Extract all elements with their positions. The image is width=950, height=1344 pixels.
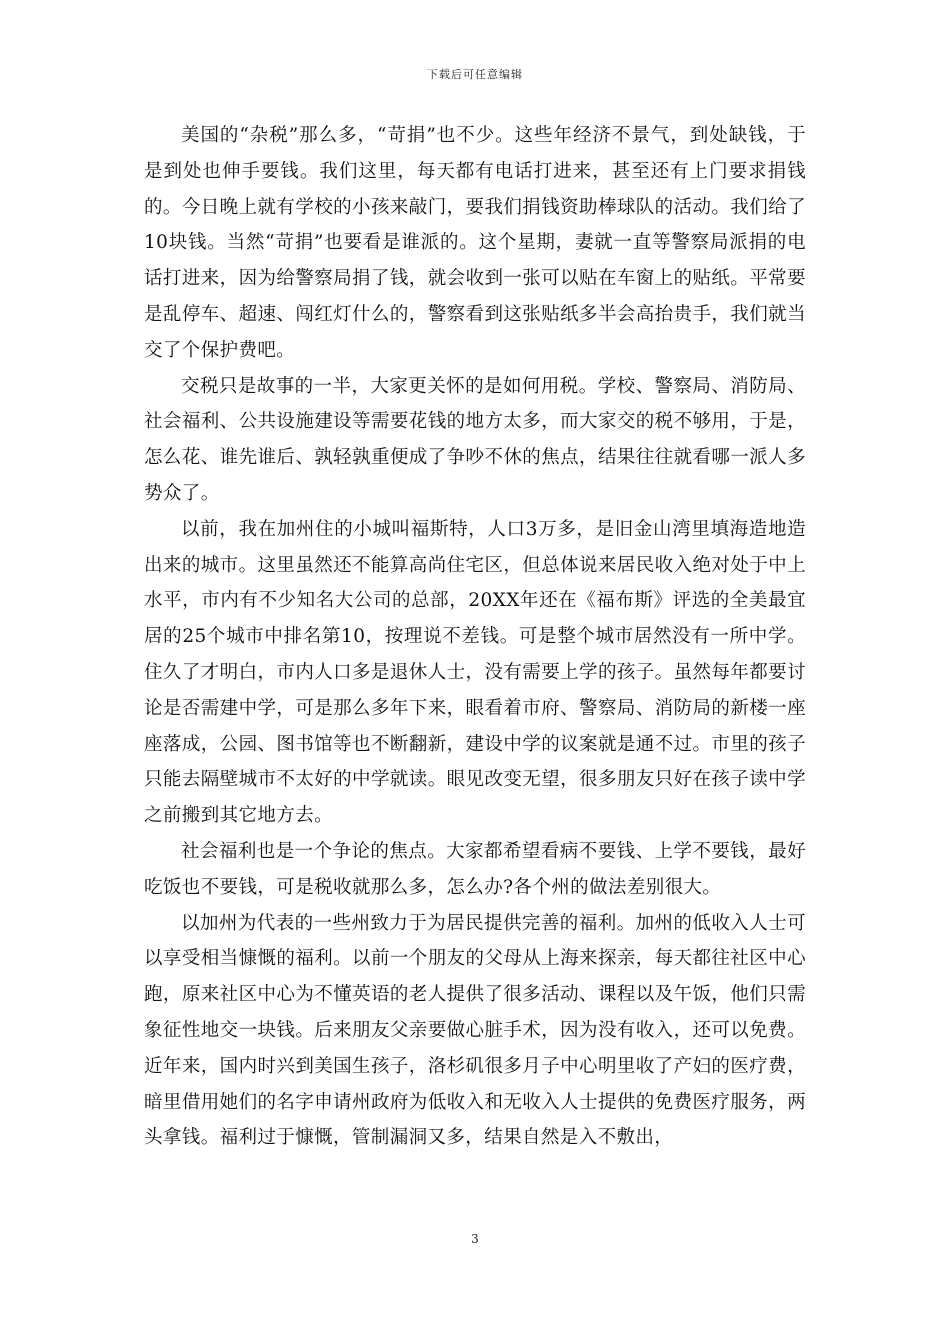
paragraph-foster-city: 以前，我在加州住的小城叫福斯特，人口3万多，是旧金山湾里填海造地造出来的城市。这里虽然还不能算高尚住宅区，但总体说来居民收入绝对处于中上水平，市内有不少知名大公司的总部，20XX年还在《福布斯》评选的全美最宜居的25个城市中排名第10，按理说不差钱。可是整个城市居然没有一所中学。住久了才明白，市内人口多是退休人士，没有需要上学的孩子。虽然每年都要讨论是否需建中学，可是那么多年下来，眼看着市府、警察局、消防局的新楼一座座落成，公园、图书馆等也不断翻新，建设中学的议案就是通不过。市里的孩子只能去隔壁城市不太好的中学就读。眼见改变无望，很多朋友只好在孩子读中学之前搬到其它地方去。	[144, 518, 806, 827]
page-number: 3	[471, 1232, 479, 1246]
paragraph-donations: 美国的“杂税”那么多，“苛捐”也不少。这些年经济不景气，到处缺钱，于是到处也伸手要钱。我们这里，每天都有电话打进来，甚至还有上门要求捐钱的。今日晚上就有学校的小孩来敲门，要我们捐钱资助棒球队的活动。我们给了10块钱。当然“苛捐”也要看是谁派的。这个星期，妻就一直等警察局派捐的电话打进来，因为给警察局捐了钱，就会收到一张可以贴在车窗上的贴纸。平常要是乱停车、超速、闯红灯什么的，警察看到这张贴纸多半会高抬贵手，我们就当交了个保护费吧。	[144, 125, 806, 361]
article-body	[144, 118, 806, 1156]
paragraph-social-welfare: 社会福利也是一个争论的焦点。大家都希望看病不要钱、上学不要钱，最好吃饭也不要钱，可是税收就那么多，怎么办?各个州的做法差别很大。	[144, 840, 806, 898]
paragraph-tax-usage: 交税只是故事的一半，大家更关怀的是如何用税。学校、警察局、消防局、社会福利、公共设施建设等需要花钱的地方太多，而大家交的税不够用，于是，怎么花、谁先谁后、孰轻孰重便成了争吵不休的焦点，结果往往就看哪一派人多势众了。	[144, 375, 806, 504]
paragraph-california-welfare: 以加州为代表的一些州致力于为居民提供完善的福利。加州的低收入人士可以享受相当慷慨的福利。以前一个朋友的父母从上海来探亲，每天都往社区中心跑，原来社区中心为不懂英语的老人提供了很多活动、课程以及午饭，他们只需象征性地交一块钱。后来朋友父亲要做心脏手术，因为没有收入，还可以免费。近年来，国内时兴到美国生孩子，洛杉矶很多月子中心明里收了产妇的医疗费，暗里借用她们的名字申请州政府为低收入和无收入人士提供的免费医疗服务，两头拿钱。福利过于慷慨，管制漏洞又多，结果自然是入不敷出，	[144, 912, 806, 1149]
page-header: 下载后可任意编辑	[427, 68, 523, 81]
